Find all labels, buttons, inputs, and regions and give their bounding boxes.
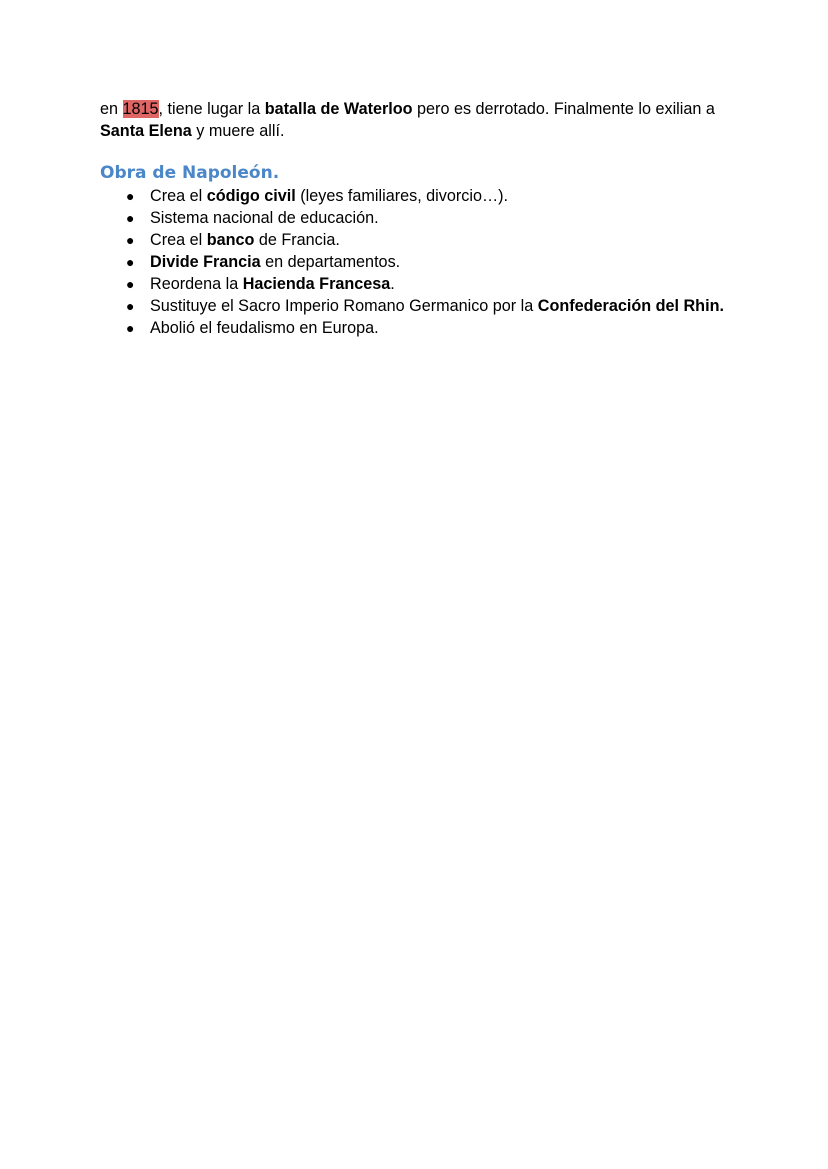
- list-item-bold: Divide Francia: [150, 253, 261, 271]
- list-item: [100, 317, 730, 339]
- intro-text-4: y muere allí.: [191, 122, 285, 140]
- list-item-text: de Francia.: [254, 231, 340, 249]
- list-item-bold: Hacienda Francesa: [242, 275, 391, 293]
- intro-text-3: pero es derrotado. Finalmente lo exilian a: [412, 100, 715, 118]
- list-item-text: Abolió el feudalismo en Europa.: [150, 319, 379, 337]
- list-item-text: .: [390, 275, 395, 293]
- list-item: [100, 207, 730, 229]
- intro-text-1: en: [100, 100, 123, 118]
- list-item: [100, 251, 730, 273]
- section-heading: Obra de Napoleón.: [100, 163, 280, 183]
- intro-paragraph: [100, 98, 730, 142]
- list-item-text: Sustituye el Sacro Imperio Romano Germanico por la: [150, 297, 538, 315]
- bold-waterloo: batalla de Waterloo: [264, 100, 413, 118]
- list-item-text: Crea el: [150, 231, 207, 249]
- achievements-list: [100, 185, 730, 339]
- bullet-icon: ●: [126, 188, 135, 204]
- bullet-icon: ●: [126, 276, 135, 292]
- list-item-text: Reordena la: [150, 275, 243, 293]
- bold-santa-elena: Santa Elena: [100, 122, 192, 140]
- highlighted-year: 1815: [122, 100, 159, 118]
- list-item-text: (leyes familiares, divorcio…).: [295, 187, 509, 205]
- document-page: [100, 98, 730, 339]
- list-item: [100, 229, 730, 251]
- list-item-text: Crea el: [150, 187, 207, 205]
- list-item-text: en departamentos.: [260, 253, 401, 271]
- list-item-text: Sistema nacional de educación.: [150, 209, 379, 227]
- bullet-icon: ●: [126, 210, 135, 226]
- bullet-icon: ●: [126, 232, 135, 248]
- bullet-icon: ●: [126, 254, 135, 270]
- list-item-bold: Confederación del Rhin.: [537, 297, 724, 315]
- list-item: [100, 295, 730, 317]
- list-item: [100, 185, 730, 207]
- list-item-bold: banco: [206, 231, 255, 249]
- bullet-icon: ●: [126, 320, 135, 336]
- list-item: [100, 273, 730, 295]
- list-item-bold: código civil: [206, 187, 296, 205]
- intro-text-2: , tiene lugar la: [158, 100, 265, 118]
- bullet-icon: ●: [126, 298, 135, 314]
